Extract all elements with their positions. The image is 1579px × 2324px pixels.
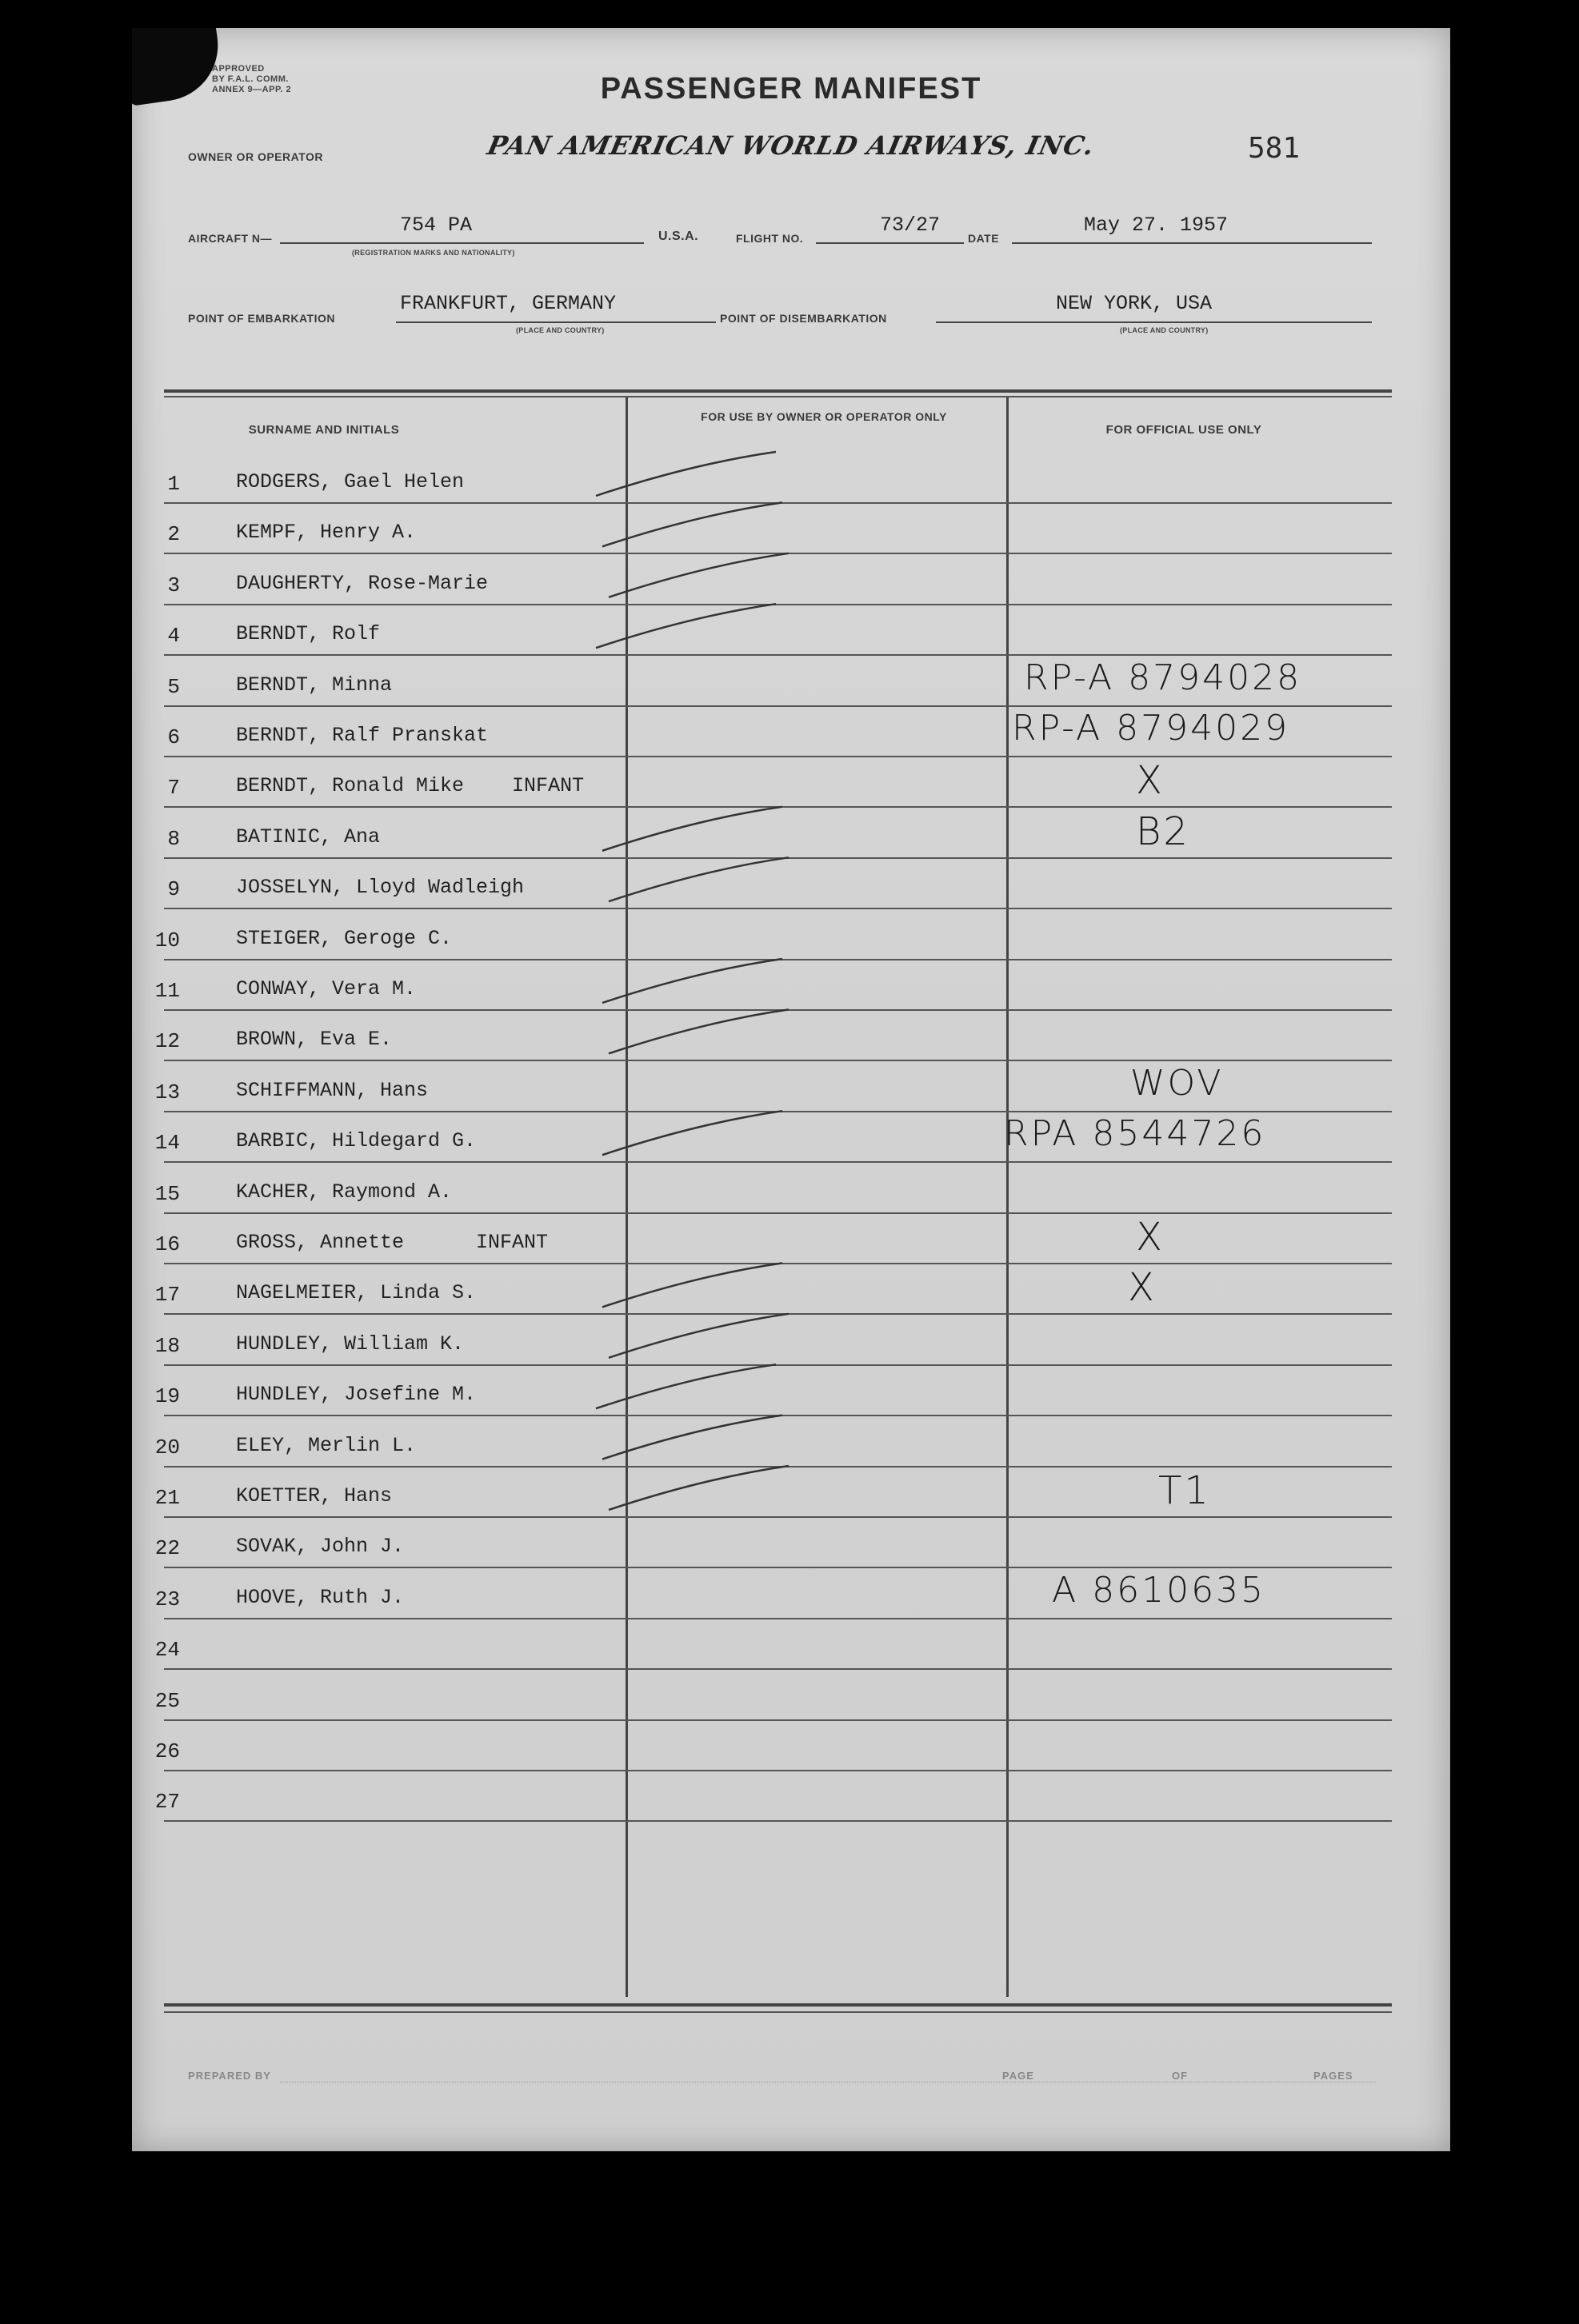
prepared-by-label: PREPARED BY (188, 2070, 271, 2082)
passenger-name: CONWAY, Vera M. (236, 977, 417, 1000)
passenger-name: SCHIFFMANN, Hans (236, 1078, 429, 1102)
check-mark (609, 1314, 789, 1358)
row-number: 7 (167, 776, 180, 801)
passenger-name: ELEY, Merlin L. (236, 1433, 417, 1457)
row-number: 1 (167, 472, 180, 496)
row-number: 11 (154, 979, 180, 1003)
row-number: 8 (167, 826, 180, 851)
row-number: 6 (167, 725, 180, 749)
passenger-name: BATINIC, Ana (236, 825, 381, 849)
disembarkation-place: NEW YORK, USA (1056, 292, 1213, 315)
row-number: 13 (154, 1080, 180, 1104)
passenger-name: BERNDT, Minna (236, 673, 393, 697)
approval-line: BY F.A.L. COMM. (212, 74, 289, 84)
embarkation-label: POINT OF EMBARKATION (188, 312, 335, 325)
disembarkation-label: POINT OF DISEMBARKATION (720, 312, 887, 325)
row-number: 17 (154, 1283, 180, 1308)
official-annotation: RP-A 8794028 (1024, 657, 1302, 698)
embarkation-sublabel: (PLACE AND COUNTRY) (516, 326, 605, 334)
passenger-name: KEMPF, Henry A. (236, 521, 417, 545)
check-mark (602, 502, 782, 546)
passenger-name: DAUGHERTY, Rose-Marie (236, 571, 489, 595)
flight-label: FLIGHT NO. (736, 232, 804, 245)
check-mark (602, 1111, 782, 1155)
check-mark (609, 1466, 789, 1510)
row-number: 26 (154, 1739, 180, 1763)
row-number: 25 (154, 1688, 180, 1713)
row-number: 18 (154, 1333, 180, 1358)
owner-label: OWNER OR OPERATOR (188, 150, 323, 163)
usa-label: U.S.A. (658, 230, 699, 243)
column-header-surname: SURNAME AND INITIALS (248, 423, 400, 437)
aircraft-sublabel: (REGISTRATION MARKS AND NATIONALITY) (352, 249, 515, 257)
pen-check-marks (132, 28, 1450, 2151)
row-number: 5 (167, 674, 180, 699)
official-annotation: A 8610635 (1052, 1569, 1266, 1611)
passenger-name: HUNDLEY, Josefine M. (236, 1383, 477, 1407)
passenger-name: RODGERS, Gael Helen (236, 470, 465, 493)
embarkation-place: FRANKFURT, GERMANY (400, 292, 617, 315)
row-number: 24 (154, 1638, 180, 1663)
flight-number: 73/27 (880, 214, 941, 237)
passenger-name: KACHER, Raymond A. (236, 1180, 453, 1204)
passenger-name: BROWN, Eva E. (236, 1028, 393, 1052)
passenger-name: BERNDT, Ralf Pranskat (236, 724, 489, 747)
column-header-owner-use: FOR USE BY OWNER OR OPERATOR ONLY (701, 410, 947, 423)
manifest-sheet (132, 28, 1450, 2151)
aircraft-registration: 754 PA (400, 214, 473, 237)
flight-date: May 27. 1957 (1084, 214, 1229, 237)
official-annotation: WOV (1130, 1062, 1224, 1104)
check-mark (609, 1009, 789, 1053)
passenger-name: KOETTER, Hans (236, 1484, 393, 1507)
row-number: 27 (154, 1790, 180, 1815)
row-number: 16 (154, 1232, 180, 1256)
check-mark (602, 959, 782, 1003)
passenger-name: BERNDT, Ronald Mike INFANT (236, 774, 585, 798)
row-number: 14 (154, 1131, 180, 1156)
official-annotation: T1 (1158, 1468, 1211, 1513)
check-mark (596, 452, 776, 496)
row-number: 9 (167, 877, 180, 902)
passenger-name: NAGELMEIER, Linda S. (236, 1281, 477, 1305)
page-label: PAGE (1002, 2070, 1034, 2082)
check-mark (609, 553, 789, 597)
check-mark (602, 807, 782, 851)
check-mark (596, 604, 776, 648)
passenger-name: GROSS, Annette INFANT (236, 1231, 549, 1254)
check-mark (602, 1416, 782, 1459)
official-annotation: B2 (1136, 809, 1190, 854)
passenger-name: STEIGER, Geroge C. (236, 926, 453, 950)
row-number: 3 (167, 573, 180, 597)
row-number: 4 (167, 624, 180, 649)
passenger-name: HOOVE, Ruth J. (236, 1585, 405, 1609)
official-annotation: RP-A 8794029 (1012, 708, 1290, 749)
passenger-name: BARBIC, Hildegard G. (236, 1129, 477, 1153)
of-label: OF (1172, 2070, 1189, 2082)
check-mark (596, 1364, 776, 1408)
row-number: 22 (154, 1536, 180, 1561)
row-number: 20 (154, 1435, 180, 1459)
approval-line: ANNEX 9—APP. 2 (212, 85, 292, 94)
official-annotation: X (1136, 758, 1165, 804)
passenger-name: JOSSELYN, Lloyd Wadleigh (236, 876, 525, 900)
passenger-name: HUNDLEY, William K. (236, 1332, 465, 1356)
date-label: DATE (968, 232, 1000, 245)
page-stamp: 581 (1248, 132, 1301, 165)
row-number: 19 (154, 1384, 180, 1409)
passenger-name: SOVAK, John J. (236, 1535, 405, 1559)
airline-name: PAN AMERICAN WORLD AIRWAYS, INC. (484, 130, 1097, 161)
aircraft-label: AIRCRAFT N— (188, 232, 273, 245)
passenger-name: BERNDT, Rolf (236, 622, 381, 646)
approval-line: APPROVED (212, 64, 265, 74)
row-number: 21 (154, 1486, 180, 1510)
row-number: 10 (154, 928, 180, 952)
row-number: 15 (154, 1181, 180, 1206)
check-mark (609, 857, 789, 901)
row-number: 23 (154, 1587, 180, 1611)
check-mark (602, 1263, 782, 1307)
disembarkation-sublabel: (PLACE AND COUNTRY) (1120, 326, 1209, 334)
row-number: 2 (167, 522, 180, 547)
official-annotation: X (1136, 1215, 1165, 1260)
document-title: PASSENGER MANIFEST (600, 72, 982, 106)
official-annotation: RPA 8544726 (1004, 1113, 1266, 1155)
official-annotation: X (1128, 1265, 1157, 1311)
row-number: 12 (154, 1029, 180, 1054)
pages-label: PAGES (1313, 2070, 1353, 2082)
column-header-official-use: FOR OFFICIAL USE ONLY (1105, 423, 1262, 437)
